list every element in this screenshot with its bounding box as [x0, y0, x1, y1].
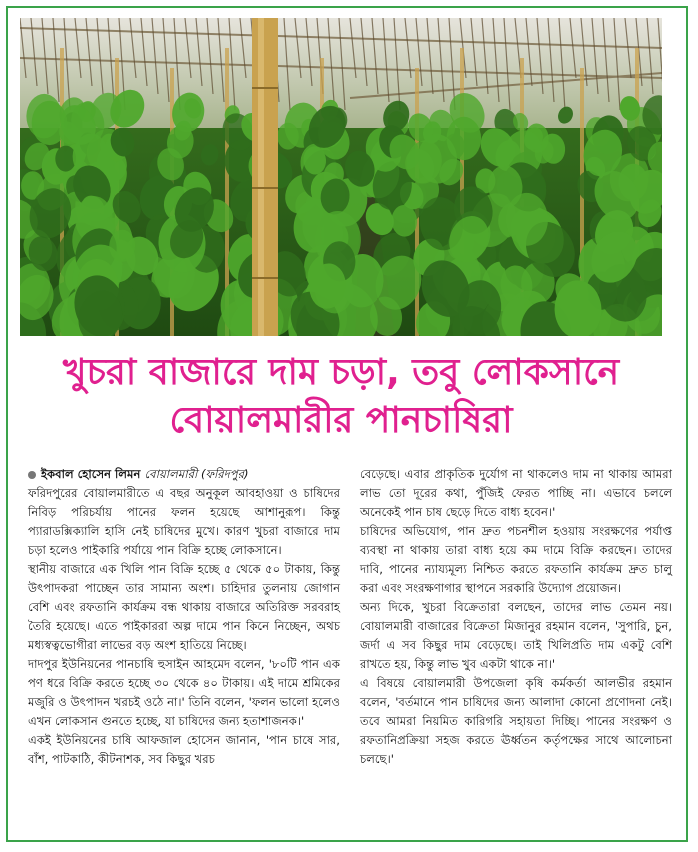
- bullet-icon: [28, 471, 36, 479]
- article-column-left: [28, 465, 340, 769]
- headline-line-1: খুচরা বাজারে দাম চড়া, তবু লোকসানে: [62, 352, 620, 393]
- paragraph: দাদপুর ইউনিয়নের পানচাষি হুসাইন আহমেদ বলেন, '৮০টি পান এক পণ ধরে বিক্রি করতে হচ্ছে ৩০ থেকে ৪০ টাকায়। এই দামে শ্রমিকের মজুরি ও উৎপাদন খরচই ওঠে না।' তিনি বলেন, 'ফলন ভালো হলেও এখন লোকসান গুনতে হচ্ছে, যা চাষিদের জন্য হতাশাজনক।': [28, 657, 340, 728]
- article-column-right: [360, 465, 672, 769]
- paragraph: বেড়েছে। এবার প্রাকৃতিক দুর্যোগ না থাকলেও দাম না থাকায় আমরা লাভ তো দূরের কথা, পুঁজিই ফেরত পাচ্ছি না। এভাবে চললে অনেকেই পান চাষ ছেড়ে দিতে বাধ্য হবেন।': [360, 467, 672, 519]
- paragraph: চাষিদের অভিযোগ, পান দ্রুত পচনশীল হওয়ায় সংরক্ষণের পর্যাপ্ত ব্যবস্থা না থাকায় তারা বাধ্য হয়ে কম দামে বিক্রি করছেন। তাদের দাবি, পানের ন্যায্যমূল্য নিশ্চিত করতে রফতানি কার্যক্রম দ্রুত চালু করা এবং সংরক্ষণাগার স্থাপনে সরকারি উদ্যোগ প্রয়োজন।: [360, 524, 672, 595]
- byline-name: ইকবাল হোসেন লিমন: [41, 467, 141, 481]
- paragraph: এ বিষয়ে বোয়ালমারী উপজেলা কৃষি কর্মকর্তা আলভীর রহমান বলেন, 'বর্তমানে পান চাষিদের জন্য আলাদা কোনো প্রণোদনা নেই। তবে আমরা নিয়মিত কারিগরি সহায়তা দিচ্ছি। পানের সংরক্ষণ ও রফতানিপ্রক্রিয়া সহজ করতে ঊর্ধ্বতন কর্তৃপক্ষের সাথে আলোচনা চলছে।': [360, 676, 672, 766]
- betel-field-photo: [20, 18, 662, 336]
- headline-line-2: বোয়ালমারীর পানচাষিরা: [169, 400, 513, 441]
- betel-field-image: [20, 18, 662, 336]
- paragraph: একই ইউনিয়নের চাষি আফজাল হোসেন জানান, 'পান চাষে সার, বাঁশ, পাটকাঠি, কীটনাশক, সব কিছুর খরচ: [28, 733, 340, 766]
- byline-place: বোয়ালমারী (ফরিদপুর): [144, 467, 249, 481]
- paragraph: অন্য দিকে, খুচরা বিক্রেতারা বলছেন, তাদের লাভ তেমন নয়। বোয়ালমারী বাজারের বিক্রেতা মিজানুর রহমান বলেন, 'সুপারি, চুন, জর্দা এ সব কিছুর দাম বেড়েছে। তাই খিলিপ্রতি দাম একটু বেশি রাখতে হয়, কিন্তু লাভ খুব একটা থাকে না।': [360, 600, 672, 671]
- byline: [28, 465, 340, 484]
- paragraph: ফরিদপুরের বোয়ালমারীতে এ বছর অনুকূল আবহাওয়া ও চাষিদের নিবিড় পরিচর্যায় পানের ফলন হয়েছে আশানুরূপ। কিন্তু প্যারাডক্সিক্যালি হাসি নেই চাষিদের মুখে। কারণ খুচরা বাজারে দাম চড়া হলেও পাইকারি পর্যায়ে পান বিক্রি হচ্ছে লোকসানে।: [28, 486, 340, 557]
- paragraph: স্থানীয় বাজারে এক খিলি পান বিক্রি হচ্ছে ৫ থেকে ৫০ টাকায়, কিন্তু উৎপাদকরা পাচ্ছেন তার সামান্য অংশ। চাহিদার তুলনায় জোগান বেশি এবং রফতানি কার্যক্রম বন্ধ থাকায় বাজারে অতিরিক্ত সরবরাহ তৈরি হয়েছে। এতে পাইকাররা অল্প দামে পান কিনে নিচ্ছেন, অথচ মধ্যস্বত্বভোগীরা লাভের বড় অংশ হাতিয়ে নিচ্ছে।: [28, 562, 340, 652]
